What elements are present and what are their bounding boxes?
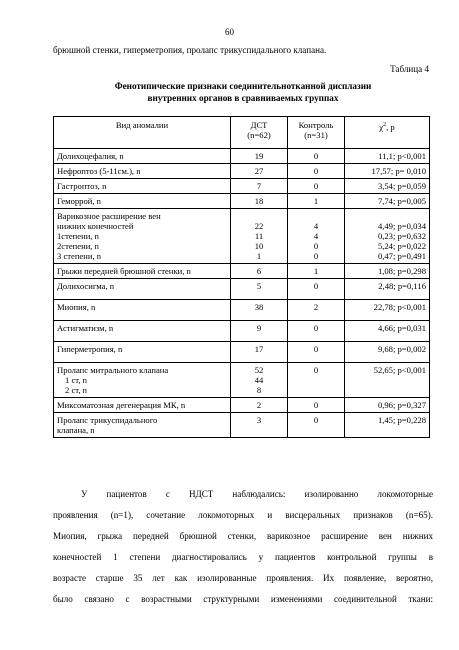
cell-line: 44: [254, 375, 264, 385]
cell-control: 1: [288, 194, 345, 209]
cell-line: [348, 211, 426, 221]
table-title: [53, 80, 433, 104]
header-control-line1: Контроль: [298, 120, 334, 130]
cell-control: 0: [288, 179, 345, 194]
cell-control: 0: [288, 149, 345, 164]
cell-chi: 1,08; p=0,298: [345, 264, 430, 279]
table-row: [54, 194, 430, 209]
table-row: [54, 164, 430, 179]
cell-chi: 2,48; p=0,116: [345, 279, 430, 300]
paragraph-line: У пациентов с НДСТ наблюдались: изолированно локомоторные: [81, 489, 433, 499]
cell-control: 2: [288, 300, 345, 321]
cell-line: 52,65; p<0,001: [373, 365, 426, 375]
cell-line: 2 ст, n: [65, 385, 87, 395]
cell-line: 0: [313, 241, 319, 251]
cell-line: 10: [254, 241, 264, 251]
cell-line: 0,47; p=0,491: [377, 251, 426, 261]
paragraph-line: возрасте старше 35 лет как изолированные проявления. Их появление, вероятно,: [53, 573, 433, 583]
header-chi: [345, 117, 430, 149]
table-header-row: [54, 117, 430, 149]
cell-control: 0: [288, 398, 345, 413]
cell-line: 4: [313, 231, 319, 241]
cell-line: 11: [254, 231, 264, 241]
cell-dst: 17: [231, 342, 288, 363]
table-label: Таблица 4: [390, 64, 429, 74]
cell-line: 2степени, n: [57, 241, 99, 251]
table-title-line: Фенотипические признаки соединительнотканной дисплазии: [114, 81, 372, 91]
header-chi-tail: , p: [386, 121, 395, 132]
table-row: [54, 279, 430, 300]
cell-type: Астигматизм, n: [54, 321, 231, 342]
table-row: [54, 413, 430, 438]
cell-control: [288, 363, 345, 398]
table-row: [54, 209, 430, 264]
cell-control: [288, 209, 345, 264]
table-row: [54, 264, 430, 279]
cell-control: 0: [288, 321, 345, 342]
cell-line: 4,49; p=0,034: [377, 221, 426, 231]
cell-type: Грыжи передней брюшной стенки, n: [54, 264, 231, 279]
cell-dst: 2: [231, 398, 288, 413]
paragraph-line: проявления (n=1), сочетание локомоторных и висцеральных признаков (n=65).: [53, 510, 433, 520]
cell-chi: 22,78; p<0,001: [345, 300, 430, 321]
body-paragraph: [53, 484, 433, 610]
cell-control: 0: [288, 279, 345, 300]
cell-chi: 11,1; p<0,001: [345, 149, 430, 164]
cell-type: Долихоцефалия, n: [54, 149, 231, 164]
table-row: [54, 342, 430, 363]
cell-type: Миопия, n: [54, 300, 231, 321]
cell-line: 3 степени, n: [57, 251, 102, 261]
cell-dst: 27: [231, 164, 288, 179]
cell-type: [54, 363, 231, 398]
cell-line: [234, 211, 284, 221]
cell-line: 52: [254, 365, 264, 375]
header-dst-line1: ДСТ: [250, 120, 268, 130]
cell-type: [54, 413, 231, 438]
cell-type: Миксоматозная дегенерация МК, n: [54, 398, 231, 413]
cell-type: [54, 209, 231, 264]
cell-line: Варикозное расширение вен: [57, 211, 161, 221]
cell-dst: 5: [231, 279, 288, 300]
cell-line: 4: [313, 221, 319, 231]
paragraph-line: было связано с возрастными структурными изменениями соединительной ткани:: [53, 594, 433, 604]
cell-chi: [345, 209, 430, 264]
header-control-line2: (n=31): [304, 130, 328, 140]
cell-line: 22: [254, 221, 264, 231]
cell-chi: 9,68; p=0,002: [345, 342, 430, 363]
cell-dst: 38: [231, 300, 288, 321]
cell-dst: 9: [231, 321, 288, 342]
cell-line: нижних конечностей: [57, 221, 134, 231]
cell-type: Нефроптоз (5-11см.), n: [54, 164, 231, 179]
page-number: 60: [225, 27, 234, 37]
table-row: [54, 321, 430, 342]
cell-line: клапана, n: [57, 425, 95, 435]
table-title-line: внутренних органов в сравниваемых группах: [147, 93, 339, 103]
anomaly-table: [53, 116, 430, 438]
cell-control: 0: [288, 342, 345, 363]
cell-type: Геморрой, n: [54, 194, 231, 209]
cell-line: Пролапс митрального клапана: [57, 365, 169, 375]
table-row: [54, 300, 430, 321]
header-type: Вид аномалии: [54, 117, 231, 149]
cell-line: 0: [313, 365, 319, 375]
cell-chi: [345, 363, 430, 398]
cell-dst: [231, 363, 288, 398]
cell-chi: 3,54; p=0,059: [345, 179, 430, 194]
table-row: [54, 179, 430, 194]
cell-dst: 7: [231, 179, 288, 194]
header-control: [288, 117, 345, 149]
intro-text: брюшной стенки, гиперметропия, пролапс трикуспидального клапана.: [53, 45, 327, 55]
table-row: [54, 363, 430, 398]
cell-line: [291, 211, 341, 221]
header-dst-line2: (n=62): [247, 130, 271, 140]
header-dst: [231, 117, 288, 149]
header-chi-superscript: 2: [383, 122, 387, 128]
cell-line: 1степени, n: [57, 231, 99, 241]
cell-chi: 4,66; p=0,031: [345, 321, 430, 342]
cell-chi: 0,96; p=0,327: [345, 398, 430, 413]
paragraph-line: Миопия, грыжа передней брюшной стенки, варикозное расширение вен нижних: [53, 531, 433, 541]
cell-type: Гастроптоз, n: [54, 179, 231, 194]
cell-control: 0: [288, 413, 345, 438]
cell-chi: 17,57; p= 0,010: [345, 164, 430, 179]
cell-chi: 7,74; p=0,005: [345, 194, 430, 209]
cell-line: 1 ст, n: [65, 375, 87, 385]
cell-type: Гиперметропия, n: [54, 342, 231, 363]
cell-chi: 1,45; p=0,228: [345, 413, 430, 438]
cell-dst: 3: [231, 413, 288, 438]
cell-dst: 6: [231, 264, 288, 279]
cell-dst: 18: [231, 194, 288, 209]
cell-line: 0,23; p=0,632: [377, 231, 426, 241]
cell-control: 1: [288, 264, 345, 279]
paragraph-line: конечностей 1 степени диагностировались у пациентов контрольной группы в: [53, 552, 433, 562]
cell-line: 1: [256, 251, 262, 261]
header-chi-symbol: χ: [379, 121, 384, 132]
cell-dst: [231, 209, 288, 264]
cell-dst: 19: [231, 149, 288, 164]
cell-line: 8: [256, 385, 262, 395]
cell-line: Пролапс трикуспидального: [57, 415, 158, 425]
table-row: [54, 398, 430, 413]
cell-line: 0: [313, 251, 319, 261]
table-row: [54, 149, 430, 164]
cell-line: 5,24; p=0,022: [377, 241, 426, 251]
cell-control: 0: [288, 164, 345, 179]
cell-type: Долихосигма, n: [54, 279, 231, 300]
